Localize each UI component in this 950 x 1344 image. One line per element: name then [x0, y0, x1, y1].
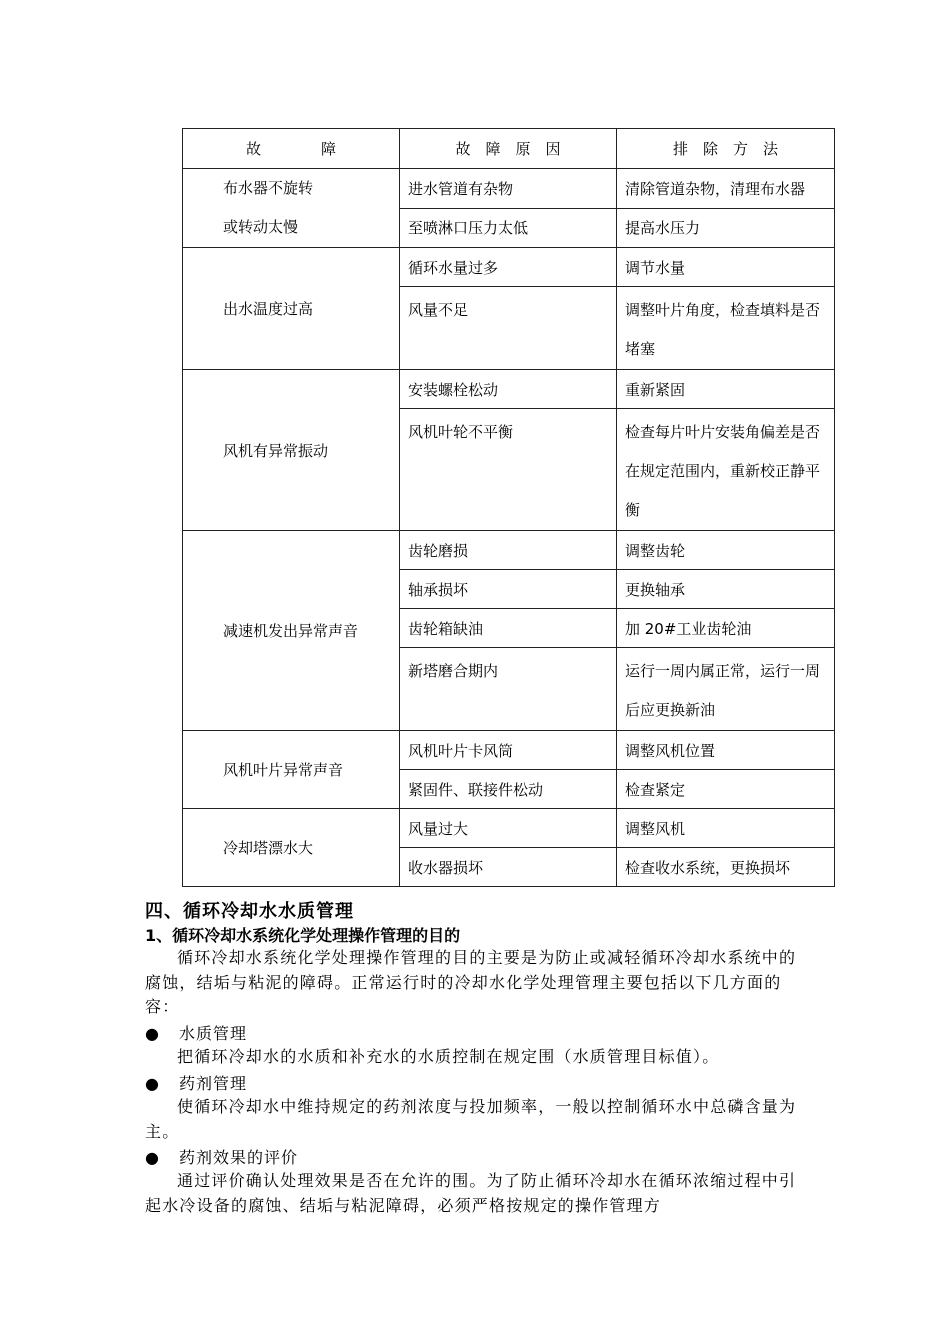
bullet-label: 药剂管理	[179, 1074, 248, 1093]
symptom-cell: 风机有异常振动	[183, 370, 400, 531]
cause-cell: 齿轮磨损	[400, 531, 617, 570]
cause-cell: 循环水量过多	[400, 248, 617, 287]
fix-cell: 检查收水系统，更换损坏	[617, 848, 835, 887]
bullet-dot-icon: ●	[145, 1148, 160, 1167]
bullet-text: 把循环冷却水的水质和补充水的水质控制在规定围（水质管理目标值）。	[177, 1047, 720, 1066]
cause-cell: 收水器损坏	[400, 848, 617, 887]
cause-cell: 进水管道有杂物	[400, 169, 617, 209]
symptom-cell: 减速机发出异常声音	[183, 531, 400, 731]
bullet-dot-icon: ●	[145, 1074, 160, 1093]
fix-cell: 更换轴承	[617, 570, 835, 609]
fix-cell: 调整风机位置	[617, 731, 835, 770]
fix-cell: 调整齿轮	[617, 531, 835, 570]
bullet-item	[145, 1145, 298, 1168]
intro-paragraph: 循环冷却水系统化学处理操作管理的目的主要是为防止或减轻循环冷却水系统中的腐蚀，结垢与粘泥的障碍。正常运行时的冷却水化学处理管理主要包括以下几方面的容：	[145, 948, 797, 1016]
table-row	[183, 370, 835, 409]
fix-cell: 加 20#工业齿轮油	[617, 609, 835, 648]
cause-cell: 安装螺栓松动	[400, 370, 617, 409]
symptom-cell	[183, 169, 400, 248]
cause-cell: 风机叶片卡风筒	[400, 731, 617, 770]
cause-cell: 轴承损坏	[400, 570, 617, 609]
header-cause: 故 障 原 因	[400, 129, 617, 169]
table-header-row	[183, 129, 835, 169]
fix-cell: 运行一周内属正常，运行一周后应更换新油	[617, 648, 835, 731]
fix-cell: 提高水压力	[617, 208, 835, 248]
table-row	[183, 731, 835, 770]
fix-cell: 调节水量	[617, 248, 835, 287]
cause-cell: 齿轮箱缺油	[400, 609, 617, 648]
symptom-cell: 风机叶片异常声音	[183, 731, 400, 809]
table-row	[183, 531, 835, 570]
bullet-text: 使循环冷却水中维持规定的药剂浓度与投加频率，一般以控制循环水中总磷含量为主。	[145, 1097, 797, 1141]
cause-cell: 紧固件、联接件松动	[400, 770, 617, 809]
fix-cell: 清除管道杂物，清理布水器	[617, 169, 835, 209]
cause-cell: 至喷淋口压力太低	[400, 208, 617, 248]
header-fix: 排 除 方 法	[617, 129, 835, 169]
symptom-text: 布水器不旋转 或转动太慢	[223, 179, 314, 236]
bullet-dot-icon: ●	[145, 1024, 160, 1043]
section-title: 四、循环冷却水水质管理	[145, 901, 354, 922]
fix-cell: 调整风机	[617, 809, 835, 848]
bullet-item	[145, 1071, 247, 1094]
table-row	[183, 809, 835, 848]
fix-cell: 检查每片叶片安装角偏差是否在规定范围内，重新校正静平衡	[617, 409, 835, 531]
bullet-text: 通过评价确认处理效果是否在允许的围。为了防止循环冷却水在循环浓缩过程中引起水冷设备的腐蚀、结垢与粘泥障碍，必须严格按规定的操作管理方	[145, 1171, 797, 1215]
fix-cell: 调整叶片角度，检查填料是否堵塞	[617, 287, 835, 370]
cause-cell: 风量不足	[400, 287, 617, 370]
fix-cell: 检查紧定	[617, 770, 835, 809]
fix-cell: 重新紧固	[617, 370, 835, 409]
header-fault: 故 障	[183, 129, 400, 169]
table-row	[183, 248, 835, 287]
section-subtitle: 1、循环冷却水系统化学处理操作管理的目的	[145, 926, 461, 945]
cause-cell: 风机叶轮不平衡	[400, 409, 617, 531]
symptom-cell: 冷却塔漂水大	[183, 809, 400, 887]
bullet-item	[145, 1021, 247, 1044]
fault-table	[182, 128, 835, 887]
cause-cell: 新塔磨合期内	[400, 648, 617, 731]
table-row	[183, 169, 835, 209]
symptom-cell: 出水温度过高	[183, 248, 400, 370]
bullet-label: 药剂效果的评价	[179, 1148, 299, 1167]
cause-cell: 风量过大	[400, 809, 617, 848]
bullet-label: 水质管理	[179, 1024, 248, 1043]
